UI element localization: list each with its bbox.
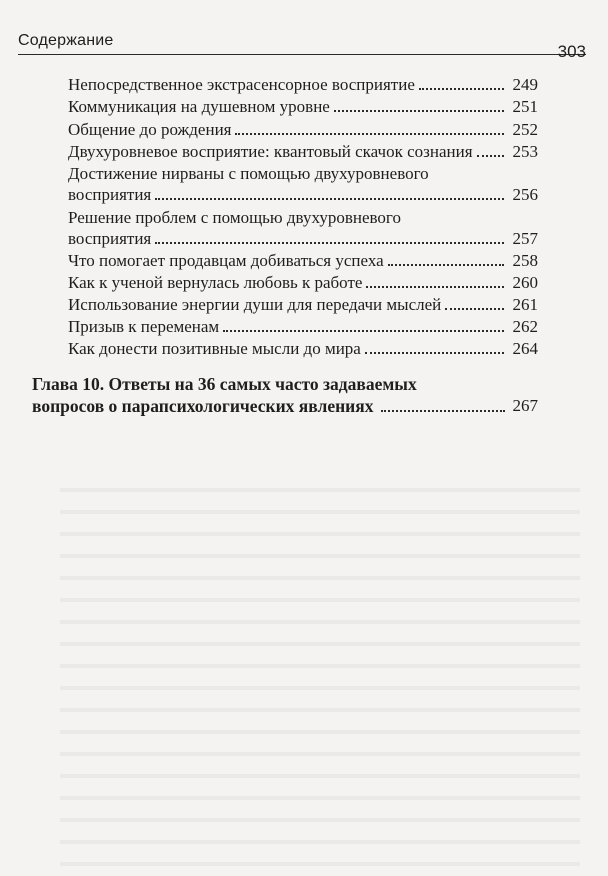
dot-leader (477, 155, 504, 157)
dot-leader (155, 242, 504, 244)
toc-entry (68, 119, 538, 140)
toc-entry-page: 258 (512, 251, 538, 270)
toc-entry (68, 96, 538, 117)
dot-leader (155, 198, 504, 200)
dot-leader (366, 286, 504, 288)
toc-entry (68, 141, 538, 162)
dot-leader (235, 133, 504, 135)
toc-entry-page: 249 (512, 75, 538, 94)
toc-entry (68, 294, 538, 315)
toc-entry-title-line1: Достижение нирваны с помощью двухуровневого (68, 164, 429, 183)
section-title: Содержание (18, 32, 114, 49)
toc-chapter-entry (32, 373, 538, 417)
chapter-title-line2: вопросов о парапсихологических явлениях (32, 396, 374, 416)
toc-entry-title: Общение до рождения (68, 120, 232, 139)
running-header (18, 32, 586, 61)
toc-entry-title: восприятия (68, 229, 152, 248)
toc-entry-page: 264 (512, 339, 538, 358)
toc-entry-title: восприятия (68, 185, 152, 204)
toc-entry-page: 251 (512, 97, 538, 116)
toc-entry-title: Что помогает продавцам добиваться успеха (68, 251, 384, 270)
toc-entry-title: Коммуникация на душевном уровне (68, 97, 330, 116)
toc-entry (68, 316, 538, 337)
dot-leader (334, 110, 504, 112)
toc-entry-title: Как донести позитивные мысли до мира (68, 339, 361, 358)
toc-entry-page: 261 (512, 295, 538, 314)
chapter-title-line1: Глава 10. Ответы на 36 самых часто задаваемых (32, 374, 417, 394)
toc-entry-page: 262 (512, 317, 538, 336)
toc-entry-title: Двухуровневое восприятие: квантовый скачок сознания (68, 142, 473, 161)
dot-leader (365, 352, 504, 354)
chapter-page: 267 (512, 396, 538, 415)
toc-entry-title: Использование энергии души для передачи мыслей (68, 295, 442, 314)
toc-entry (68, 250, 538, 271)
dot-leader (381, 410, 504, 412)
dot-leader (388, 264, 504, 266)
page-number: 303 (557, 42, 586, 61)
toc-entry-title: Призыв к переменам (68, 317, 220, 336)
dot-leader (223, 330, 504, 332)
toc-entry-page: 257 (512, 229, 538, 248)
toc-entry-title-line1: Решение проблем с помощью двухуровневого (68, 208, 401, 227)
toc-entry-page: 256 (512, 185, 538, 204)
toc-entry (68, 207, 538, 249)
toc-entry-page: 260 (512, 273, 538, 292)
dot-leader (419, 88, 504, 90)
dot-leader (445, 308, 504, 310)
toc-entry (68, 74, 538, 95)
toc-entry-page: 253 (512, 142, 538, 161)
toc-entry-title: Непосредственное экстрасенсорное восприятие (68, 75, 415, 94)
toc-entry (68, 163, 538, 205)
toc-entry-page: 252 (512, 120, 538, 139)
show-through-background (60, 470, 580, 870)
toc-entry-title: Как к ученой вернулась любовь к работе (68, 273, 363, 292)
toc-entry (68, 272, 538, 293)
toc-entry (68, 338, 538, 359)
